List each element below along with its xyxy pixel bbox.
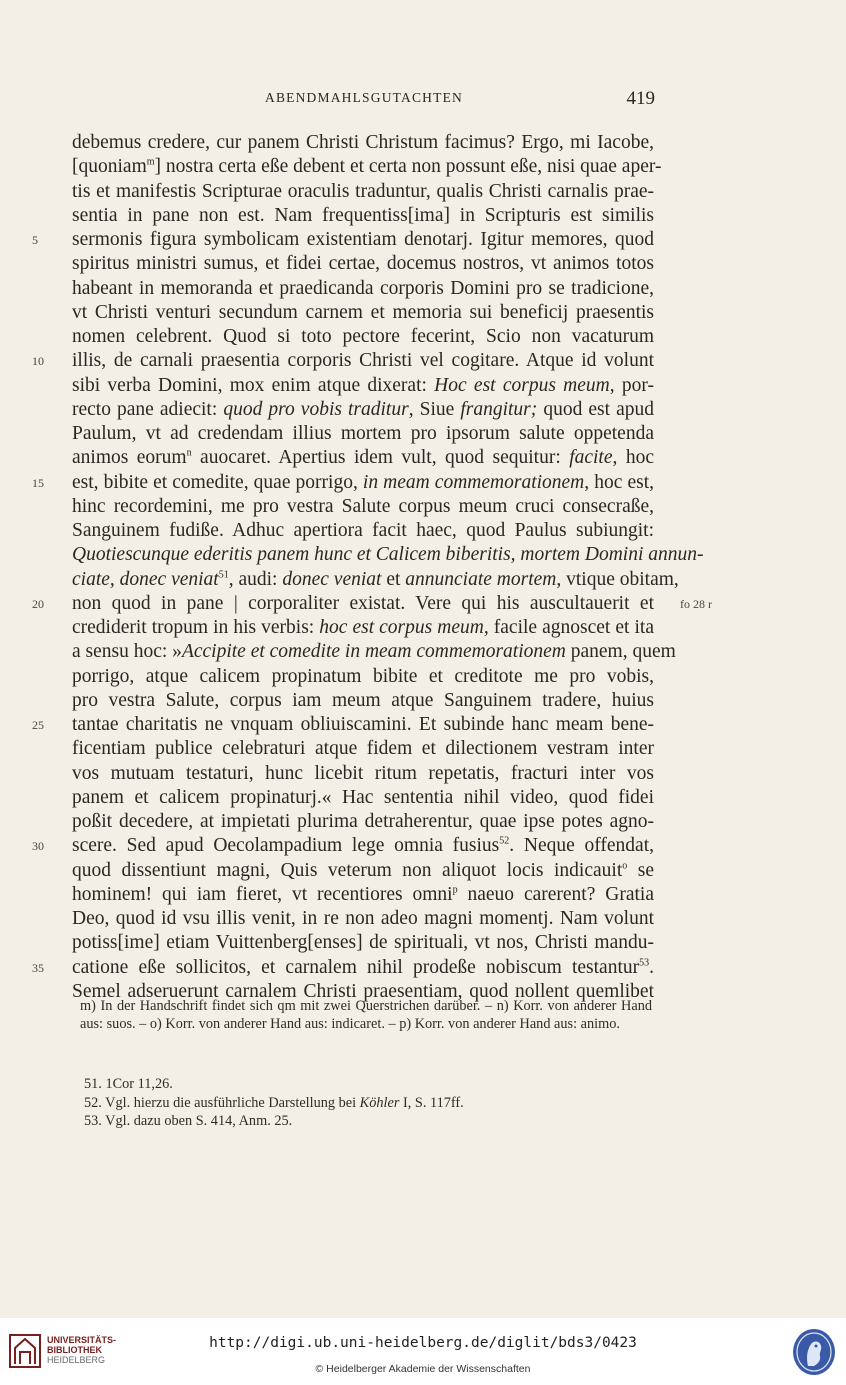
text-line-content: sibi verba Domini, mox enim atque dixerat: Hoc est corpus meum, por-: [72, 374, 654, 396]
copyright-notice: © Heidelberger Akademie der Wissenschaften: [315, 1363, 531, 1375]
footnotes: [84, 1075, 644, 1131]
text-line-content: habeant in memoranda et praedicanda corporis Domini pro se tradicione,: [72, 277, 654, 299]
line-number: 15: [32, 475, 44, 490]
running-head: [70, 88, 655, 112]
text-line-content: hominem! qui iam fieret, vt recentiores omni$^p$ naeuo carerent? Gratia: [72, 883, 654, 905]
text-line: [72, 883, 654, 907]
permalink-url[interactable]: http://digi.ub.uni-heidelberg.de/diglit/bds3/0423: [209, 1335, 637, 1351]
text-line-content: [quoniam$^m$] nostra certa eße debent et certa non possunt eße, nisi quae aper-: [72, 156, 662, 178]
page-number: 419: [626, 88, 655, 109]
text-line: [72, 131, 654, 155]
text-line-content: tis et manifestis Scripturae oraculis traduntur, qualis Christi carnalis prae-: [72, 180, 654, 202]
text-line: [32, 471, 654, 495]
text-line-content: a sensu hoc: »Accipite et comedite in meam commemorationem panem, quem: [72, 641, 676, 663]
text-line-content: illis, de carnali praesentia corporis Christi vel cogitare. Atque id volunt: [72, 350, 654, 372]
footnote: 52. Vgl. hierzu die ausführliche Darstellung bei Köhler I, S. 117ff.: [84, 1094, 464, 1111]
logo-text-line-1: UNIVERSITÄTS-: [47, 1335, 117, 1345]
line-number: 20: [32, 596, 44, 611]
text-line: [72, 568, 679, 592]
text-line: [72, 325, 654, 349]
logo-text-line-2: BIBLIOTHEK: [47, 1345, 102, 1355]
text-line: [72, 737, 654, 761]
line-number: 5: [32, 233, 38, 247]
text-line: [72, 786, 654, 810]
text-line-content: potiss[ime] etiam Vuittenberg[enses] de spirituali, vt nos, Christi mandu-: [72, 932, 654, 954]
text-line: [72, 689, 654, 713]
line-number: 30: [32, 839, 44, 854]
text-line-content: spiritus ministri sumus, et fidei certae, docemus nostros, vt animos totos: [72, 253, 654, 275]
text-line: [72, 859, 654, 883]
text-line: [72, 640, 676, 664]
text-line: [32, 228, 654, 252]
text-line: [72, 762, 654, 786]
text-line-content: hinc recordemini, me pro vestra Salute corpus meum cruci consecraße,: [72, 495, 654, 517]
text-line: [32, 349, 654, 373]
text-line: [72, 398, 654, 422]
text-line: [72, 543, 704, 567]
text-line: [72, 665, 654, 689]
text-line: [72, 155, 662, 179]
text-line-content: quod dissentiunt magni, Quis veterum non aliquot locis indicauit$^o$ se: [72, 859, 654, 881]
academy-seal-icon: [792, 1328, 836, 1376]
text-line: [32, 713, 654, 737]
text-line-content: Semel adseruerunt carnalem Christi praesentiam, quod nollent quemlibet: [72, 980, 654, 1002]
text-line-content: est, bibite et comedite, quae porrigo, in meam commemorationem, hoc est,: [72, 471, 654, 493]
text-line-content: animos eorum$^n$ auocaret. Apertius idem vult, quod sequitur: facite, hoc: [72, 447, 654, 469]
text-line: [72, 374, 654, 398]
text-line-content: recto pane adiecit: quod pro vobis traditur, Siue frangitur; quod est apud: [72, 398, 654, 420]
text-line-content: porrigo, atque calicem propinatum bibite et creditote me pro vobis,: [72, 665, 654, 687]
text-line-content: ciate, donec veniat$^{51}$, audi: donec veniat et annunciate mortem, vtique obitam,: [72, 568, 679, 590]
text-line: [72, 301, 654, 325]
text-line: [32, 592, 712, 616]
text-line: [72, 252, 654, 276]
running-title: ABENDMAHLSGUTACHTEN: [265, 90, 463, 105]
text-line: [72, 446, 654, 470]
text-line-content: vt Christi venturi secundum carnem et memoria sui beneficij praesentis: [72, 301, 654, 323]
text-line-content: crediderit tropum in his verbis: hoc est corpus meum, facile agnoscet et ita: [72, 617, 654, 638]
text-line-content: Paulum, vt ad credendam illius mortem pro ipsorum salute oppetenda: [72, 423, 654, 444]
text-line-content: panem et calicem propinaturj.« Hac sententia nihil video, quod fidei: [72, 786, 654, 808]
text-line: [72, 931, 654, 955]
text-line-content: pro vestra Salute, corpus iam meum atque Sanguinem tradere, huius: [72, 689, 654, 711]
text-line-content: catione eße sollicitos, et carnalem nihil prodeße nobiscum testantur$^{53}$.: [72, 956, 654, 978]
text-line: [72, 422, 654, 446]
footer-bar: [0, 1318, 846, 1385]
logo-text-line-3: HEIDELBERG: [47, 1355, 106, 1365]
footnote: 51. 1Cor 11,26.: [84, 1076, 173, 1092]
text-line-content: sentia in pane non est. Nam frequentiss[ima] in Scripturis est similis: [72, 204, 654, 226]
critical-apparatus: [80, 997, 652, 1033]
line-number: 25: [32, 718, 44, 732]
text-line: [32, 956, 654, 980]
line-number: 10: [32, 354, 44, 369]
folio-margin-note: fo 28 r: [680, 596, 712, 611]
text-line-content: sermonis figura symbolicam existentiam denotarj. Igitur memores, quod: [72, 229, 654, 250]
main-text: [32, 131, 712, 1004]
text-line-content: poßit decedere, at impietati plurima detraherentur, quae ipse potes agno-: [72, 811, 654, 832]
text-line: [72, 495, 654, 519]
text-line-content: debemus credere, cur panem Christi Christum facimus? Ergo, mi Iacobe,: [72, 132, 654, 153]
text-line: [72, 616, 654, 640]
text-line-content: vos mutuam testaturi, hunc licebit ritum repetatis, fracturi inter vos: [72, 762, 654, 784]
text-line: [72, 277, 654, 301]
line-number: 35: [32, 960, 44, 975]
text-line-content: non quod in pane | corporaliter existat. Vere qui his auscultauerit et: [72, 592, 654, 614]
text-line: [72, 810, 654, 834]
text-line-content: nomen celebrent. Quod si toto pectore fecerint, Scio non vacaturum: [72, 326, 654, 347]
text-line-content: tantae charitatis ne vnquam obliuiscamini. Et subinde hanc meam bene-: [72, 714, 654, 735]
text-line: [32, 834, 654, 858]
text-line: [72, 204, 654, 228]
text-line-content: ficentiam publice celebraturi atque fidem et dilectionem vestram inter: [72, 738, 654, 760]
text-line: [72, 907, 654, 931]
apparatus-text: m) In der Handschrift findet sich qm mit zwei Querstrichen darüber. – n) Korr. von anderer Hand aus: suos. – o) Korr. von anderer Hand aus: indicaret. – p) Korr. von anderer Hand aus: animo.: [80, 998, 652, 1032]
footnote: 53. Vgl. dazu oben S. 414, Anm. 25.: [84, 1113, 293, 1129]
text-line: [72, 180, 654, 204]
text-line: [72, 519, 654, 543]
text-line-content: scere. Sed apud Oecolampadium lege omnia fusius$^{52}$. Neque offendat,: [72, 835, 654, 857]
text-line-content: Sanguinem fudiße. Adhuc apertiora facit haec, quod Paulus subiungit:: [72, 520, 654, 541]
text-line-content: Quotiescunque ederitis panem hunc et Calicem biberitis, mortem Domini annun-: [72, 544, 704, 566]
text-line-content: Deo, quod id vsu illis venit, in re non adeo magni momentj. Nam volunt: [72, 908, 654, 929]
